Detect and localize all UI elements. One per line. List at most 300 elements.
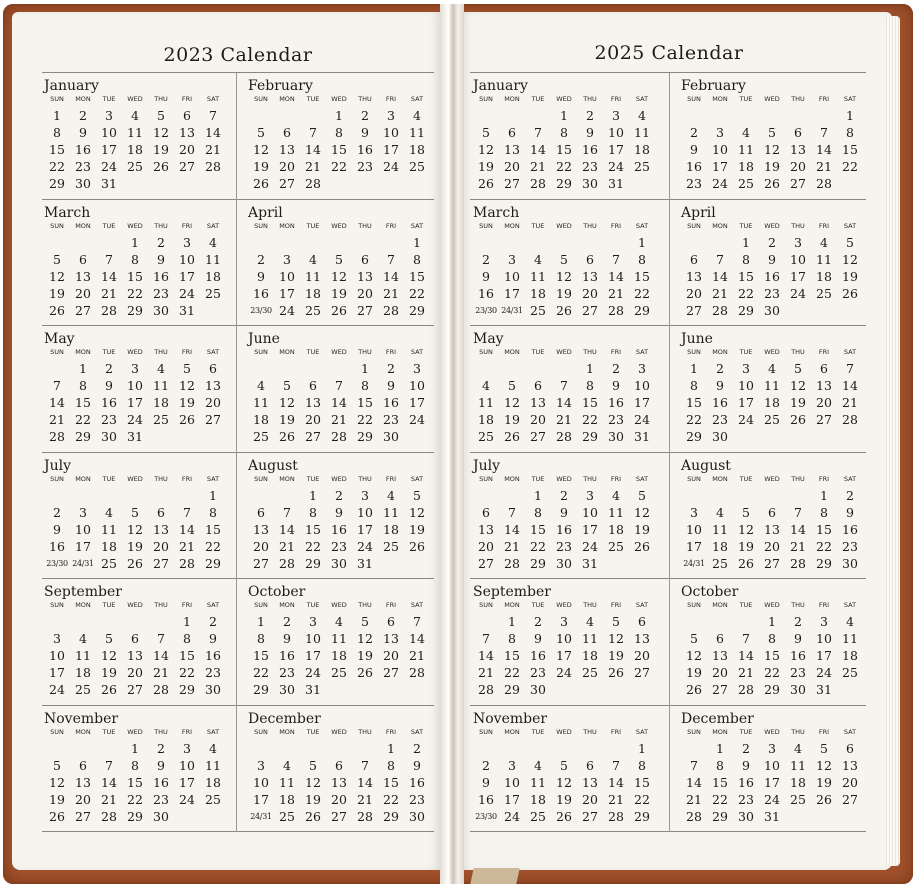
day-cell: 30 — [279, 682, 295, 697]
day-cell: 2 — [157, 234, 165, 250]
weekday-header: MON — [279, 474, 295, 483]
day-cell: 11 — [253, 395, 269, 410]
weekday-header: THU — [791, 221, 805, 230]
day-cell — [759, 107, 785, 124]
day-cell: 10 — [101, 125, 117, 140]
day-cell: 26 — [179, 412, 195, 427]
day-cell: 22 — [205, 538, 221, 554]
day-cell: 29 — [712, 808, 728, 824]
day-cell — [274, 234, 300, 251]
weekday-header: SAT — [635, 348, 649, 356]
day-cell: 7 — [612, 251, 620, 267]
weekday-header: FRI — [385, 95, 397, 103]
weekday-header: SUN — [50, 95, 64, 103]
day-cell: 13 — [305, 395, 321, 410]
day-cell — [300, 360, 326, 377]
day-cell: 28 — [101, 302, 117, 318]
day-cell: 17 — [357, 521, 373, 537]
weekday-header: TUE — [102, 474, 116, 483]
year-title-2025: 2025 Calendar — [594, 42, 744, 64]
weekday-header: SUN — [50, 221, 64, 230]
weekday-header: THU — [583, 474, 597, 483]
day-cell: 17 — [49, 665, 65, 680]
month-name: February — [681, 78, 746, 94]
day-cell: 25 — [738, 176, 754, 191]
day-cell: 3 — [508, 757, 516, 773]
month-block — [44, 332, 226, 458]
day-cell: 7 — [209, 108, 217, 123]
day-cell: 18 — [253, 412, 269, 427]
day-cell: 15 — [357, 395, 373, 410]
day-cell: 16 — [686, 159, 702, 174]
day-cell: 22 — [179, 665, 195, 680]
day-cell — [707, 107, 733, 124]
day-cell — [473, 740, 499, 757]
day-cell: 5 — [560, 251, 568, 267]
day-cell — [96, 487, 122, 504]
day-cell: 6 — [79, 757, 87, 773]
day-cell: 11 — [634, 125, 650, 140]
day-cell: 30 — [764, 302, 780, 318]
weekday-header: SUN — [479, 95, 493, 103]
weekday-header: SAT — [843, 221, 857, 230]
day-cell: 9 — [482, 774, 490, 790]
day-cell — [326, 234, 352, 251]
day-cell: 4 — [794, 740, 802, 756]
day-cell: 8 — [257, 631, 265, 646]
weekday-header: SUN — [254, 95, 268, 103]
day-cell: 2 — [361, 108, 369, 123]
day-cell: 20 — [331, 791, 347, 807]
day-cell: 12 — [127, 521, 143, 537]
day-cell: 25 — [634, 159, 650, 174]
day-cell: 30 — [608, 429, 624, 444]
day-cell: 2 — [482, 757, 490, 773]
day-cell: 15 — [842, 142, 858, 157]
day-cell: 26 — [253, 176, 269, 191]
day-cell: 23/30 — [250, 305, 272, 315]
weekday-header: FRI — [610, 95, 622, 103]
day-cell: 1 — [361, 361, 369, 376]
day-cell: 10 — [75, 521, 91, 537]
day-cell: 22 — [530, 538, 546, 554]
day-cell: 5 — [612, 614, 620, 629]
day-cell: 14 — [556, 395, 572, 410]
day-cell: 28 — [279, 555, 295, 571]
day-cell: 30 — [790, 682, 806, 697]
day-cell: 8 — [716, 757, 724, 773]
day-cell: 3 — [612, 108, 620, 123]
weekday-header: THU — [791, 95, 805, 103]
day-cell: 11 — [305, 268, 321, 284]
day-cell: 28 — [383, 302, 399, 318]
month-block — [248, 79, 430, 205]
day-cell: 14 — [478, 648, 494, 663]
day-cell — [248, 107, 274, 124]
weekday-header: MON — [279, 348, 295, 356]
day-cell: 27 — [582, 808, 598, 824]
day-cell — [577, 234, 603, 251]
day-cell: 24 — [383, 159, 399, 174]
weekday-header: WED — [127, 95, 143, 103]
weekday-header: THU — [583, 348, 597, 356]
day-cell: 20 — [179, 142, 195, 157]
day-cell — [248, 360, 274, 377]
month-grid — [681, 347, 863, 445]
day-cell: 9 — [413, 757, 421, 773]
day-cell: 4 — [586, 614, 594, 629]
day-cell: 18 — [279, 791, 295, 807]
day-cell: 29 — [127, 808, 143, 824]
day-cell: 13 — [205, 378, 221, 393]
day-cell: 4 — [209, 234, 217, 250]
weekday-header: FRI — [181, 348, 193, 356]
month-block — [681, 332, 863, 458]
day-cell: 23 — [790, 665, 806, 680]
day-cell: 15 — [127, 774, 143, 790]
day-cell: 5 — [157, 108, 165, 123]
day-cell: 14 — [383, 268, 399, 284]
weekday-header: WED — [764, 221, 780, 230]
weekday-header: THU — [154, 727, 168, 736]
page-edges — [886, 16, 900, 866]
day-cell: 21 — [608, 285, 624, 301]
day-cell: 2 — [335, 487, 343, 503]
day-cell: 12 — [842, 251, 858, 267]
day-cell: 17 — [504, 791, 520, 807]
weekday-header: FRI — [610, 348, 622, 356]
weekday-header: MON — [504, 601, 520, 609]
day-cell: 21 — [712, 285, 728, 301]
day-cell: 1 — [586, 361, 594, 376]
weekday-header: SUN — [479, 221, 493, 230]
day-cell: 25 — [205, 285, 221, 301]
day-cell: 24 — [504, 808, 520, 824]
weekday-header: FRI — [610, 727, 622, 736]
month-grid — [44, 474, 226, 572]
day-cell: 17 — [127, 395, 143, 410]
day-cell: 13 — [75, 774, 91, 790]
day-cell: 21 — [530, 159, 546, 174]
weekday-header: THU — [358, 474, 372, 483]
day-cell: 14 — [712, 268, 728, 284]
day-cell: 14 — [816, 142, 832, 157]
month-grid — [248, 474, 430, 572]
day-cell: 29 — [816, 555, 832, 571]
day-cell: 30 — [331, 555, 347, 571]
day-cell: 22 — [634, 791, 650, 807]
day-cell — [96, 740, 122, 757]
day-cell: 27 — [205, 412, 221, 427]
day-cell: 6 — [586, 251, 594, 267]
day-cell: 8 — [586, 378, 594, 393]
month-name: February — [248, 78, 313, 94]
month-grid — [473, 94, 655, 192]
day-cell: 16 — [608, 395, 624, 410]
day-cell: 21 — [686, 791, 702, 807]
day-cell: 25 — [478, 429, 494, 444]
day-cell: 20 — [127, 665, 143, 680]
day-cell: 2 — [768, 234, 776, 250]
day-cell: 22 — [634, 285, 650, 301]
day-cell: 27 — [764, 555, 780, 571]
day-cell: 31 — [582, 555, 598, 571]
day-cell: 22 — [738, 285, 754, 301]
weekday-header: TUE — [531, 95, 545, 103]
day-cell: 7 — [53, 378, 61, 393]
day-cell — [70, 613, 96, 630]
day-cell: 29 — [357, 429, 373, 444]
month-block — [44, 79, 226, 205]
weekday-header: MON — [75, 601, 91, 609]
day-cell: 19 — [127, 538, 143, 554]
day-cell: 13 — [279, 142, 295, 157]
weekday-header: SUN — [479, 474, 493, 483]
day-cell — [44, 613, 70, 630]
day-cell: 9 — [283, 631, 291, 646]
day-cell: 11 — [331, 631, 347, 646]
weekday-header: WED — [556, 95, 572, 103]
day-cell: 20 — [686, 285, 702, 301]
day-cell: 31 — [101, 176, 117, 191]
day-cell: 7 — [387, 251, 395, 267]
weekday-header: FRI — [385, 221, 397, 230]
day-cell: 17 — [409, 395, 425, 410]
day-cell: 6 — [387, 614, 395, 629]
day-cell: 3 — [508, 251, 516, 267]
day-cell: 13 — [582, 268, 598, 284]
day-cell: 18 — [127, 142, 143, 157]
divider-rule — [42, 72, 434, 73]
day-cell: 4 — [534, 251, 542, 267]
day-cell: 28 — [49, 429, 65, 444]
day-cell — [248, 740, 274, 757]
day-cell: 8 — [413, 251, 421, 267]
day-cell: 2 — [209, 614, 217, 629]
day-cell: 10 — [634, 378, 650, 393]
day-cell: 30 — [383, 429, 399, 444]
weekday-header: TUE — [739, 727, 753, 736]
day-cell: 10 — [712, 142, 728, 157]
day-cell: 12 — [49, 268, 65, 284]
day-cell: 27 — [75, 302, 91, 318]
day-cell: 12 — [357, 631, 373, 646]
day-cell: 1 — [820, 487, 828, 503]
day-cell: 14 — [331, 395, 347, 410]
month-name: August — [681, 457, 731, 474]
day-cell — [274, 360, 300, 377]
day-cell: 29 — [634, 302, 650, 318]
day-cell: 21 — [478, 665, 494, 680]
day-cell: 3 — [560, 614, 568, 629]
day-cell: 12 — [634, 504, 650, 520]
day-cell: 28 — [478, 682, 494, 697]
day-cell: 10 — [556, 631, 572, 646]
weekday-header: SAT — [843, 95, 857, 103]
month-name: May — [44, 331, 75, 347]
day-cell: 19 — [790, 395, 806, 410]
day-cell: 20 — [816, 395, 832, 410]
day-cell: 26 — [738, 555, 754, 571]
day-cell: 4 — [846, 614, 854, 629]
day-cell — [525, 107, 551, 124]
day-cell: 1 — [846, 108, 854, 123]
day-cell: 30 — [842, 555, 858, 571]
weekday-header: THU — [358, 221, 372, 230]
day-cell: 23 — [75, 159, 91, 174]
day-cell: 12 — [253, 142, 269, 157]
weekday-header: MON — [712, 601, 728, 609]
day-cell: 26 — [478, 176, 494, 191]
month-block — [473, 332, 655, 458]
day-cell: 21 — [842, 395, 858, 410]
day-cell — [473, 487, 499, 504]
day-cell: 23 — [686, 176, 702, 191]
day-cell: 14 — [738, 648, 754, 663]
day-cell: 3 — [183, 234, 191, 250]
weekday-header: TUE — [102, 221, 116, 230]
day-cell: 18 — [409, 142, 425, 157]
day-cell: 10 — [816, 631, 832, 646]
day-cell: 10 — [179, 757, 195, 773]
day-cell: 22 — [842, 159, 858, 174]
day-cell: 20 — [357, 285, 373, 301]
weekday-header: WED — [556, 348, 572, 356]
day-cell: 20 — [712, 665, 728, 680]
day-cell: 13 — [712, 648, 728, 663]
day-cell: 13 — [179, 125, 195, 140]
day-cell: 8 — [846, 125, 854, 140]
day-cell: 30 — [582, 176, 598, 191]
day-cell: 24 — [712, 176, 728, 191]
day-cell: 3 — [794, 234, 802, 250]
month-name: September — [473, 584, 551, 600]
day-cell: 11 — [478, 395, 494, 410]
day-cell: 6 — [716, 631, 724, 646]
weekday-header: WED — [764, 601, 780, 609]
day-cell: 2 — [846, 487, 854, 503]
day-cell: 10 — [179, 251, 195, 267]
weekday-header: MON — [504, 727, 520, 736]
day-cell: 15 — [331, 142, 347, 157]
day-cell: 18 — [582, 648, 598, 663]
day-cell: 24 — [179, 285, 195, 301]
day-cell — [811, 428, 837, 445]
day-cell: 18 — [790, 774, 806, 790]
weekday-header: SUN — [479, 348, 493, 356]
month-grid — [248, 221, 430, 319]
day-cell: 19 — [409, 521, 425, 537]
day-cell: 26 — [634, 538, 650, 554]
day-cell: 17 — [305, 648, 321, 663]
day-cell: 1 — [131, 740, 139, 756]
weekday-header: FRI — [818, 474, 830, 483]
day-cell: 8 — [768, 631, 776, 646]
day-cell: 13 — [530, 395, 546, 410]
day-cell: 11 — [582, 631, 598, 646]
weekday-header: TUE — [102, 348, 116, 356]
day-cell: 26 — [556, 302, 572, 318]
day-cell: 11 — [101, 521, 117, 537]
day-cell: 3 — [79, 504, 87, 520]
day-cell: 16 — [409, 774, 425, 790]
day-cell: 15 — [75, 395, 91, 410]
day-cell: 12 — [556, 774, 572, 790]
day-cell: 27 — [153, 555, 169, 571]
day-cell: 6 — [534, 378, 542, 393]
weekday-header: SAT — [410, 95, 424, 103]
day-cell: 28 — [504, 555, 520, 571]
day-cell: 27 — [357, 302, 373, 318]
day-cell: 4 — [283, 757, 291, 773]
day-cell — [681, 234, 707, 251]
day-cell: 24 — [279, 302, 295, 318]
month-grid — [44, 347, 226, 445]
day-cell: 12 — [305, 774, 321, 790]
day-cell: 6 — [638, 614, 646, 629]
day-cell: 18 — [764, 395, 780, 410]
day-cell: 26 — [816, 791, 832, 807]
day-cell: 23 — [764, 285, 780, 301]
day-cell: 19 — [279, 412, 295, 427]
day-cell — [707, 613, 733, 630]
weekday-header: TUE — [306, 601, 320, 609]
day-cell: 8 — [690, 378, 698, 393]
weekday-header: THU — [358, 727, 372, 736]
weekday-header: TUE — [531, 348, 545, 356]
weekday-header: THU — [791, 727, 805, 736]
day-cell: 12 — [764, 142, 780, 157]
day-cell: 19 — [49, 285, 65, 301]
day-cell: 18 — [75, 665, 91, 680]
day-cell: 21 — [305, 159, 321, 174]
day-cell: 6 — [361, 251, 369, 267]
day-cell: 25 — [101, 555, 117, 571]
weekday-header: WED — [331, 727, 347, 736]
day-cell: 14 — [686, 774, 702, 790]
day-cell — [785, 107, 811, 124]
day-cell: 8 — [131, 251, 139, 267]
day-cell: 8 — [560, 125, 568, 140]
weekday-header: MON — [712, 474, 728, 483]
day-cell: 15 — [253, 648, 269, 663]
day-cell: 1 — [387, 740, 395, 756]
day-cell: 9 — [105, 378, 113, 393]
day-cell: 29 — [556, 176, 572, 191]
day-cell: 8 — [508, 631, 516, 646]
weekday-header: FRI — [181, 221, 193, 230]
day-cell: 4 — [335, 614, 343, 629]
day-cell — [96, 613, 122, 630]
day-cell: 19 — [49, 791, 65, 807]
day-cell — [44, 360, 70, 377]
day-cell — [352, 740, 378, 757]
day-cell: 15 — [686, 395, 702, 410]
day-cell: 11 — [383, 504, 399, 520]
day-cell: 9 — [742, 757, 750, 773]
day-cell — [200, 175, 226, 192]
weekday-header: THU — [358, 601, 372, 609]
day-cell: 11 — [790, 757, 806, 773]
day-cell: 19 — [179, 395, 195, 410]
day-cell: 14 — [49, 395, 65, 410]
day-cell: 9 — [768, 251, 776, 267]
weekday-header: SUN — [50, 474, 64, 483]
day-cell: 25 — [331, 665, 347, 680]
weekday-header: THU — [791, 474, 805, 483]
weekday-header: MON — [504, 348, 520, 356]
day-cell: 27 — [75, 808, 91, 824]
